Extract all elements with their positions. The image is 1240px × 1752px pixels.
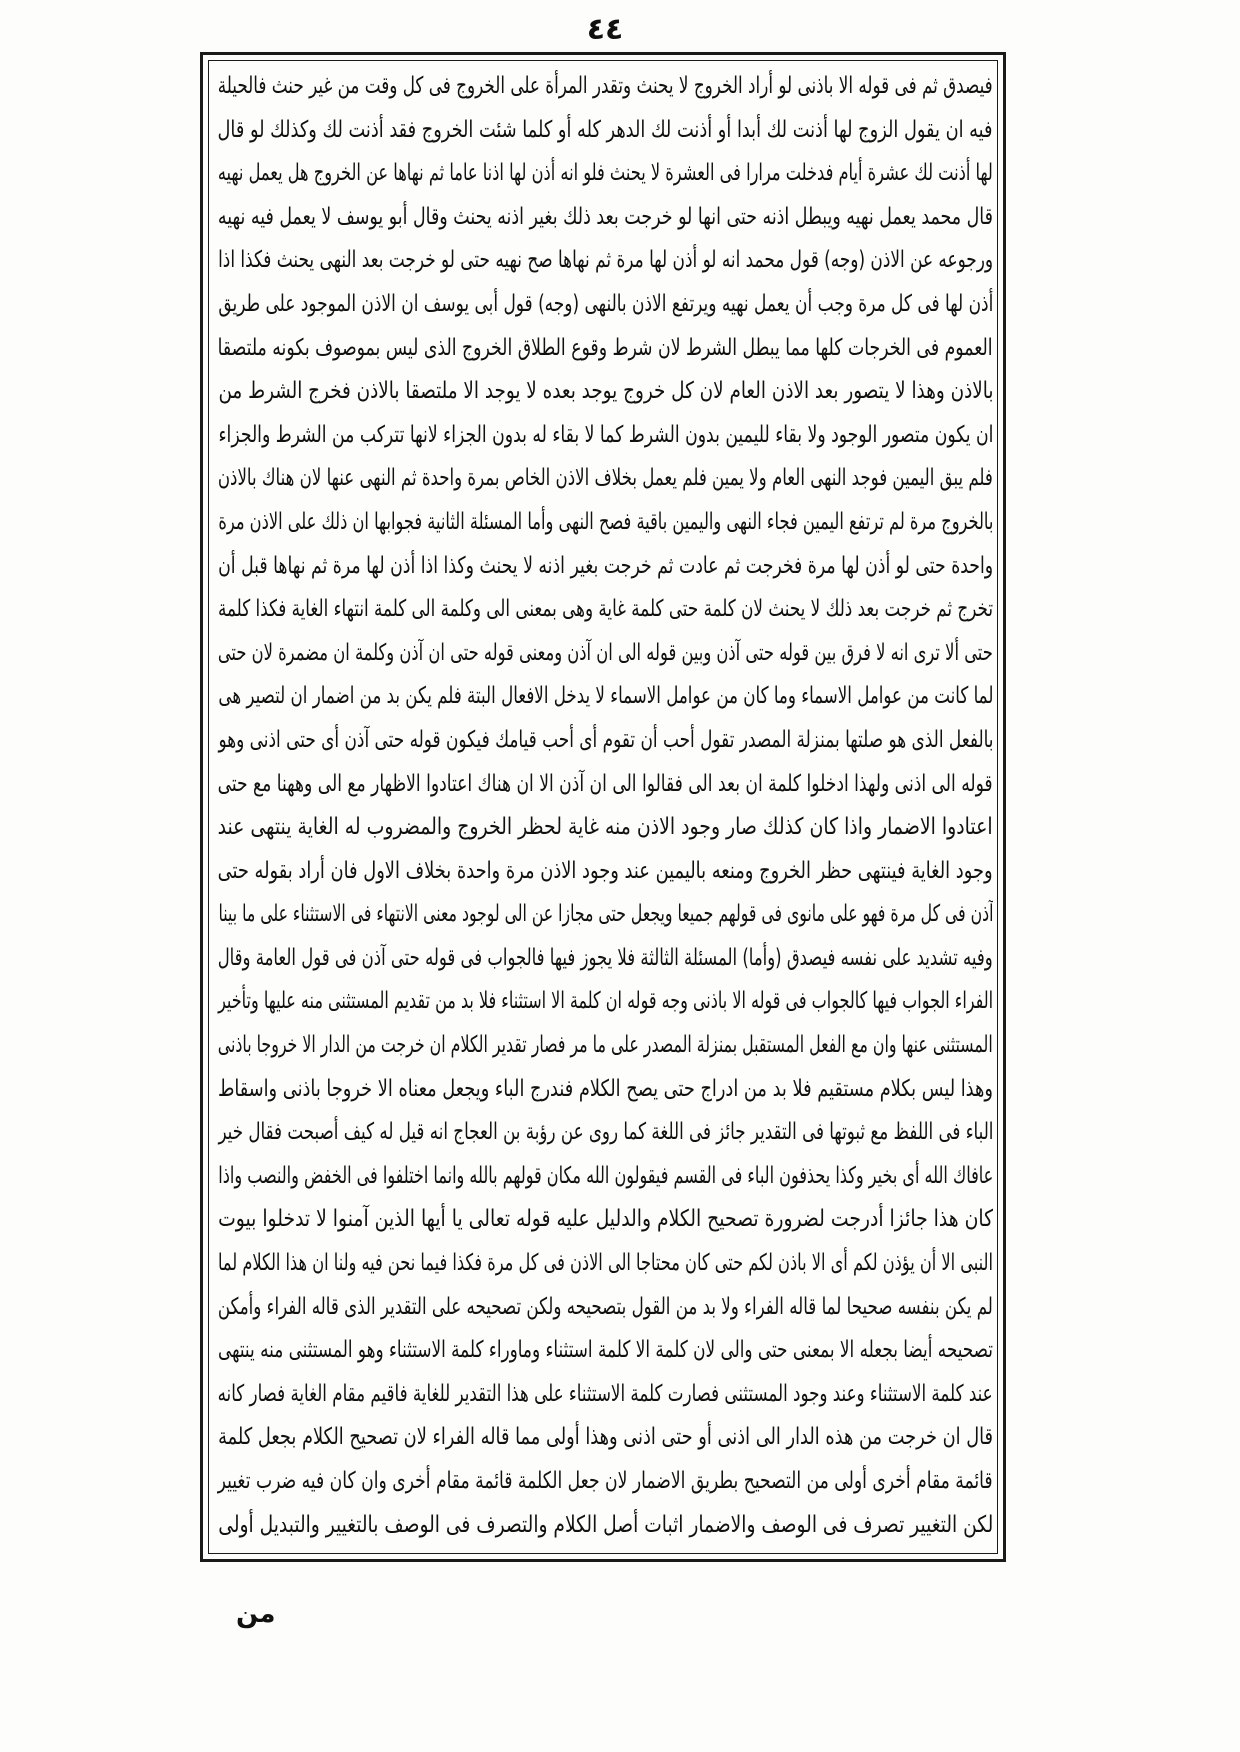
- text-line: [217, 980, 993, 1024]
- text-line: [217, 414, 993, 458]
- text-line: [217, 1155, 993, 1199]
- text-line: [217, 1242, 993, 1286]
- text-line-content: قال محمد يعمل نهيه ويبطل اذنه حتى انها لو خرجت بعد ذلك بغير اذنه يحنث وقال أبو يوسف لا يعمل فيه نهيه: [218, 203, 993, 230]
- text-line: [217, 1373, 993, 1417]
- text-line-content: تخرج ثم خرجت بعد ذلك لا يحنث لان كلمة حتى كلمة غاية وهى بمعنى الى وكلمة الى كلمة انتهاء الغاية فكذا كلمة: [218, 596, 993, 623]
- text-line-content: لما كانت من عوامل الاسماء وما كان من عوامل الاسماء لا يدخل الافعال البتة فلم يكن بد من اضمار ان لتصير هى: [218, 683, 993, 710]
- text-line-content: وهذا ليس بكلام مستقيم فلا بد من ادراج حتى يصح الكلام فندرج الباء ويجعل معناه الا خروجا باذنى واسقاط: [218, 1075, 993, 1102]
- text-line-content: العموم فى الخرجات كلها مما يبطل الشرط لان شرط وقوع الطلاق الخروج الذى ليس بموصوف بكونه ملتصقا: [218, 334, 993, 361]
- text-line-content: اعتادوا الاضمار واذا كان كذلك صار وجود الاذن منه غاية لحظر الخروج والمضروب له الغاية ينتهى عند: [218, 814, 993, 841]
- text-line-content: قال ان خرجت من هذه الدار الى اذنى أو حتى اذنى وهذا أولى مما قاله الفراء لان تصحيح الكلام بجعل كلمة: [218, 1424, 993, 1451]
- text-line: [217, 1198, 993, 1242]
- text-line: [217, 283, 993, 327]
- text-line-content: المستثنى عنها وان مع الفعل المستقبل بمنزلة المصدر على ما مر فصار تقدير الكلام ان خرجت من الدار الا خروجا باذنى: [218, 1032, 993, 1059]
- main-text-block: [217, 65, 993, 1547]
- text-line-content: ورجوعه عن الاذن (وجه) قول محمد انه لو أذن لها مرة ثم نهاها صح نهيه حتى لو خرجت بعد النهى يحنث فكذا اذا: [218, 247, 993, 274]
- text-line: [217, 196, 993, 240]
- text-line: [217, 152, 993, 196]
- catchword: من: [236, 1599, 276, 1629]
- text-line: [217, 239, 993, 283]
- text-line: [217, 1416, 993, 1460]
- text-line-content: ان يكون متصور الوجود ولا بقاء لليمين بدون الشرط كما لا بقاء له بدون الجزاء لانها تتركب من الشرط والجزاء: [218, 421, 993, 448]
- text-line: [217, 763, 993, 807]
- text-line: [217, 1504, 993, 1548]
- text-line: [217, 1286, 993, 1330]
- text-line-content: فيه ان يقول الزوج لها أذنت لك أبدا أو أذنت لك الدهر كله أو كلما شئت الخروج فقد أذنت لك وكذلك لو قال: [218, 116, 993, 143]
- text-line-content: وفيه تشديد على نفسه فيصدق (وأما) المسئلة الثالثة فلا يجوز فيها فالجواب فى قوله حتى آذن فى قول العامة وقال: [218, 944, 993, 971]
- text-line-content: لم يكن بنفسه صحيحا لما قاله الفراء ولا بد من القول بتصحيحه ولكن تصحيحه على التقدير الذى قاله الفراء وأمكن: [218, 1293, 993, 1320]
- text-line-content: بالفعل الذى هو صلتها بمنزلة المصدر تقول أحب أن تقوم أى أحب قيامك فيكون قوله حتى آذن أى حتى اذنى وهو: [218, 726, 993, 753]
- text-line-content: واحدة حتى لو أذن لها مرة فخرجت ثم عادت ثم خرجت بغير اذنه لا يحنث وكذا اذا أذن لها مرة ثم نهاها قبل أن: [218, 552, 993, 579]
- text-line-content: وجود الغاية فينتهى حظر الخروج ومنعه باليمين عند وجود الاذن مرة واحدة بخلاف الاول فان أراد بقوله حتى: [218, 857, 993, 884]
- text-line-content: قوله الى اذنى ولهذا ادخلوا كلمة ان بعد الى فقالوا الى ان آذن الا ان هناك اعتادوا الاظهار مع الى وههنا مع حتى: [218, 770, 993, 797]
- text-line: [217, 893, 993, 937]
- text-line-content: لها أذنت لك عشرة أيام فدخلت مرارا فى العشرة لا يحنث فلو انه أذن لها اذنا عاما ثم نهاها عن الخروج هل يعمل نهيه: [218, 160, 993, 187]
- text-line: [217, 1068, 993, 1112]
- text-line-content: آذن فى كل مرة فهو على مانوى فى قولهم جميعا ويجعل حتى مجازا عن الى لوجود معنى الانتهاء فى الاستثناء على ما بينا: [218, 901, 993, 928]
- text-line: [217, 1460, 993, 1504]
- page-frame-outer-border: [200, 52, 1006, 1562]
- text-line-content: لكن التغيير تصرف فى الوصف والاضمار اثبات أصل الكلام والتصرف فى الوصف بالتغيير والتبديل أولى: [218, 1511, 993, 1538]
- text-line: [217, 109, 993, 153]
- text-line-content: حتى ألا ترى انه لا فرق بين قوله حتى آذن وبين قوله الى ان آذن ومعنى قوله حتى ان آذن وكلمة ان مضمرة لان حتى: [218, 639, 993, 666]
- text-line: [217, 719, 993, 763]
- text-line: [217, 675, 993, 719]
- text-line: [217, 588, 993, 632]
- text-line-content: بالاذن وهذا لا يتصور بعد الاذن العام لان كل خروج يوجد بعده لا يوجد الا ملتصقا بالاذن فخرج الشرط من: [218, 378, 993, 405]
- text-line: [217, 65, 993, 109]
- text-line: [217, 501, 993, 545]
- text-line-content: كان هذا جائزا أدرجت لضرورة تصحيح الكلام والدليل عليه قوله تعالى يا أيها الذين آمنوا لا تدخلوا بيوت: [218, 1206, 993, 1233]
- text-line-content: عافاك الله أى بخير وكذا يحذفون الباء فى القسم فيقولون الله مكان قولهم بالله وانما اختلفوا فى الخفض والنصب واذا: [218, 1162, 993, 1189]
- text-line: [217, 370, 993, 414]
- text-line-content: النبى الا أن يؤذن لكم أى الا باذن لكم حتى كان محتاجا الى الاذن فى كل مرة فكذا فيما نحن فيه ولنا ان هذا الكلام لما: [218, 1250, 993, 1277]
- text-line-content: بالخروج مرة لم ترتفع اليمين فجاء النهى واليمين باقية فصح النهى وأما المسئلة الثانية فجوابها ان ذلك على الاذن مرة: [218, 508, 993, 535]
- text-line: [217, 850, 993, 894]
- text-line: [217, 806, 993, 850]
- page-number: ٤٤: [586, 12, 624, 47]
- text-line: [217, 937, 993, 981]
- text-line: [217, 1111, 993, 1155]
- text-line-content: الفراء الجواب فيها كالجواب فى قوله الا باذنى وجه قوله ان كلمة الا استثناء فلا بد من تقديم المستثنى منه عليها وتأخير: [217, 988, 993, 1015]
- text-line-content: فلم يبق اليمين فوجد النهى العام ولا يمين فلم يعمل بخلاف الاذن الخاص بمرة واحدة ثم النهى عنها لان هناك بالاذن: [218, 465, 993, 492]
- text-line: [217, 632, 993, 676]
- text-line-content: تصحيحه أيضا بجعله الا بمعنى حتى والى لان كلمة الا كلمة استثناء وماوراء كلمة الاستثناء وهو المستثنى منه ينتهى: [218, 1337, 993, 1364]
- text-line: [217, 1329, 993, 1373]
- text-line-content: أذن لها فى كل مرة وجب أن يعمل نهيه ويرتفع الاذن بالنهى (وجه) قول أبى يوسف ان الاذن الموجود على طريق: [218, 290, 993, 317]
- text-line: [217, 545, 993, 589]
- text-line-content: قائمة مقام أخرى أولى من التصحيح بطريق الاضمار لان جعل الكلمة قائمة مقام أخرى وان كان فيه ضرب تغيير: [218, 1468, 993, 1494]
- text-line: [217, 327, 993, 371]
- text-line-content: الباء فى اللفظ مع ثبوتها فى التقدير جائز فى اللغة كما روى عن رؤبة بن العجاج انه قيل له كيف أصبحت فقال خير: [218, 1119, 993, 1146]
- text-line: [217, 1024, 993, 1068]
- page-frame-inner-border: [208, 60, 998, 1554]
- text-line: [217, 457, 993, 501]
- text-line-content: عند كلمة الاستثناء وعند وجود المستثنى فصارت كلمة الاستثناء على هذا التقدير للغاية فاقيم مقام الغاية فصار كانه: [218, 1380, 993, 1407]
- text-line-content: فيصدق ثم فى قوله الا باذنى لو أراد الخروج لا يحنث وتقدر المرأة على الخروج فى كل وقت من غير حنث فالحيلة: [218, 73, 993, 99]
